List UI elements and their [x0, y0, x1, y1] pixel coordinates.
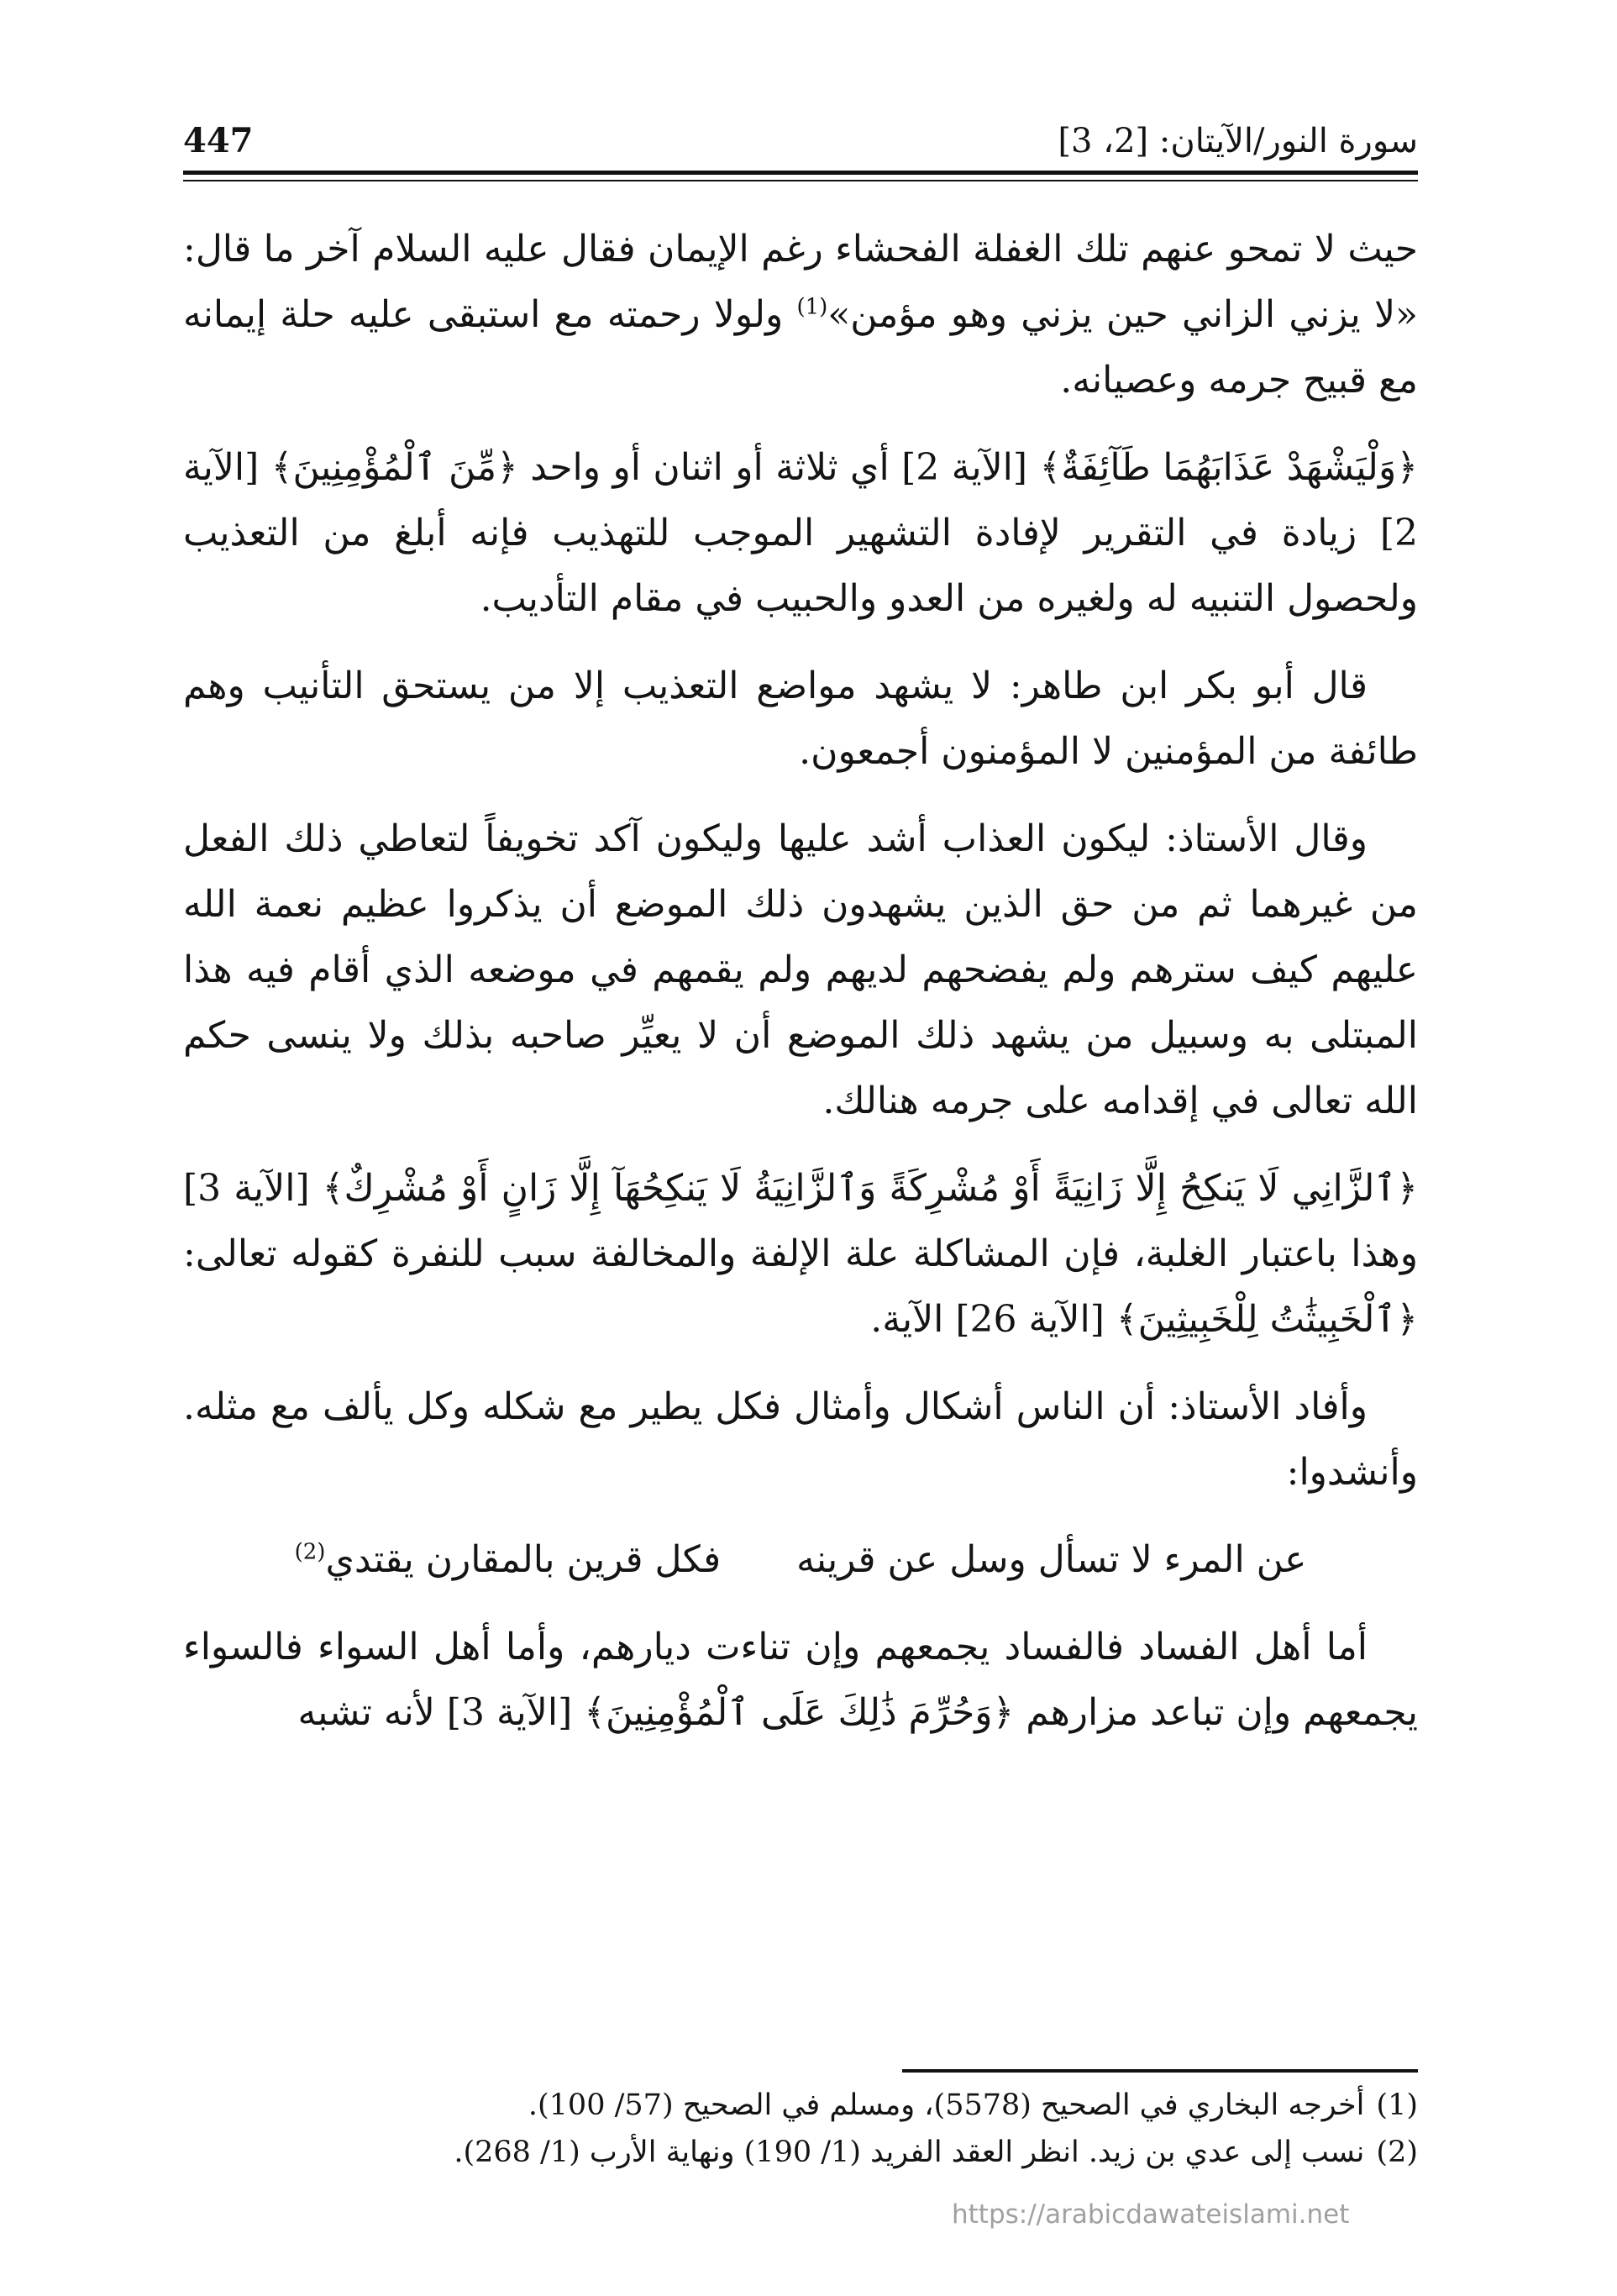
header-rule-thin — [183, 180, 1418, 181]
footnote-ref-2[interactable]: (2) — [294, 1539, 326, 1565]
footnote-1-text: أخرجه البخاري في الصحيح (5578)، ومسلم في الصحيح (57/ 100). — [528, 2088, 1365, 2122]
paragraph-1 — [183, 217, 1418, 413]
footnote-separator — [902, 2069, 1418, 2073]
poem-hemistich-1: عن المرء لا تسأل وسل عن قرينه — [796, 1538, 1307, 1581]
paragraph-1-text: حيث لا تمحو عنهم تلك الغفلة الفحشاء رغم الإيمان فقال عليه السلام آخر ما قال: «لا يزني الزاني حين يزني وهو مؤمن» — [183, 228, 1418, 336]
footnote-2 — [183, 2129, 1418, 2176]
footnote-2-text: نسب إلى عدي بن زيد. انظر العقد الفريد (1/ 190) ونهاية الأرب (1/ 268). — [454, 2136, 1365, 2169]
poem-hemistich-2: فكل قرين بالمقارن يقتدي — [325, 1538, 722, 1581]
footnotes — [183, 2082, 1418, 2176]
paragraph-3: قال أبو بكر ابن طاهر: لا يشهد مواضع التعذيب إلا من يستحق التأنيب وهم طائفة من المؤمنين لا المؤمنون أجمعون. — [183, 665, 1418, 773]
paragraph-2: ﴿وَلْيَشْهَدْ عَذَابَهُمَا طَآئِفَةٌ﴾ [الآية 2] أي ثلاثة أو اثنان أو واحد ﴿مِّنَ ٱلْمُؤْمِنِينَ﴾ [الآية 2] زيادة في التقرير لإفادة التشهير الموجب للتهذيب فإنه أبلغ من التعذيب ولحصول التنبيه له ولغيره من العدو والحبيب في مقام التأديب. — [183, 446, 1418, 620]
paragraph-7: أما أهل الفساد فالفساد يجمعهم وإن تناءت ديارهم، وأما أهل السواء فالسواء يجمعهم وإن تباعد مزارهم ﴿وَحُرِّمَ ذَٰلِكَ عَلَى ٱلْمُؤْمِنِينَ﴾ [الآية 3] لأنه تشبه — [183, 1626, 1418, 1734]
poem-hemistich-2-wrap — [295, 1527, 722, 1593]
footnote-1-number: (1) — [1376, 2088, 1418, 2122]
paragraph-5: ﴿ٱلزَّانِي لَا يَنكِحُ إِلَّا زَانِيَةً أَوْ مُشْرِكَةً وَٱلزَّانِيَةُ لَا يَنكِحُهَآ إِلَّا زَانٍ أَوْ مُشْرِكٌ﴾ [الآية 3] وهذا باعتبار الغلبة، فإن المشاكلة علة الإلفة والمخالفة سبب للنفرة كقوله تعالى: ﴿ٱلْخَبِيثَٰتُ لِلْخَبِيثِينَ﴾ [الآية 26] الآية. — [183, 1167, 1418, 1341]
page-body — [183, 217, 1418, 1768]
footnote-1 — [183, 2082, 1418, 2129]
footnote-2-number: (2) — [1376, 2136, 1418, 2169]
surah-title: سورة النور/الآيتان: [2، 3] — [1058, 122, 1418, 160]
watermark-url: https://arabicdawateislami.net — [952, 2199, 1350, 2230]
poem-verse — [183, 1527, 1418, 1593]
paragraph-1-continuation: ولولا رحمته مع استبقى عليه حلة إيمانه مع قبيح جرمه وعصيانه. — [183, 293, 1418, 402]
footnote-ref-1[interactable]: (1) — [796, 294, 828, 320]
page-number: 447 — [183, 121, 254, 160]
running-header — [183, 118, 1418, 165]
paragraph-6: وأفاد الأستاذ: أن الناس أشكال وأمثال فكل يطير مع شكله وكل يألف مع مثله. وأنشدوا: — [183, 1385, 1418, 1494]
header-rule-thick — [183, 171, 1418, 175]
paragraph-4: وقال الأستاذ: ليكون العذاب أشد عليها وليكون آكد تخويفاً لتعاطي ذلك الفعل من غيرهما ثم من حق الذين يشهدون ذلك الموضع أن يذكروا عظيم نعمة الله عليهم كيف سترهم ولم يفضحهم لديهم ولم يقمهم في موضعه الذي أقام فيه هذا المبتلى به وسبيل من يشهد ذلك الموضع أن لا يعيِّر صاحبه بذلك ولا ينسى حكم الله تعالى في إقدامه على جرمه هنالك. — [183, 817, 1418, 1122]
